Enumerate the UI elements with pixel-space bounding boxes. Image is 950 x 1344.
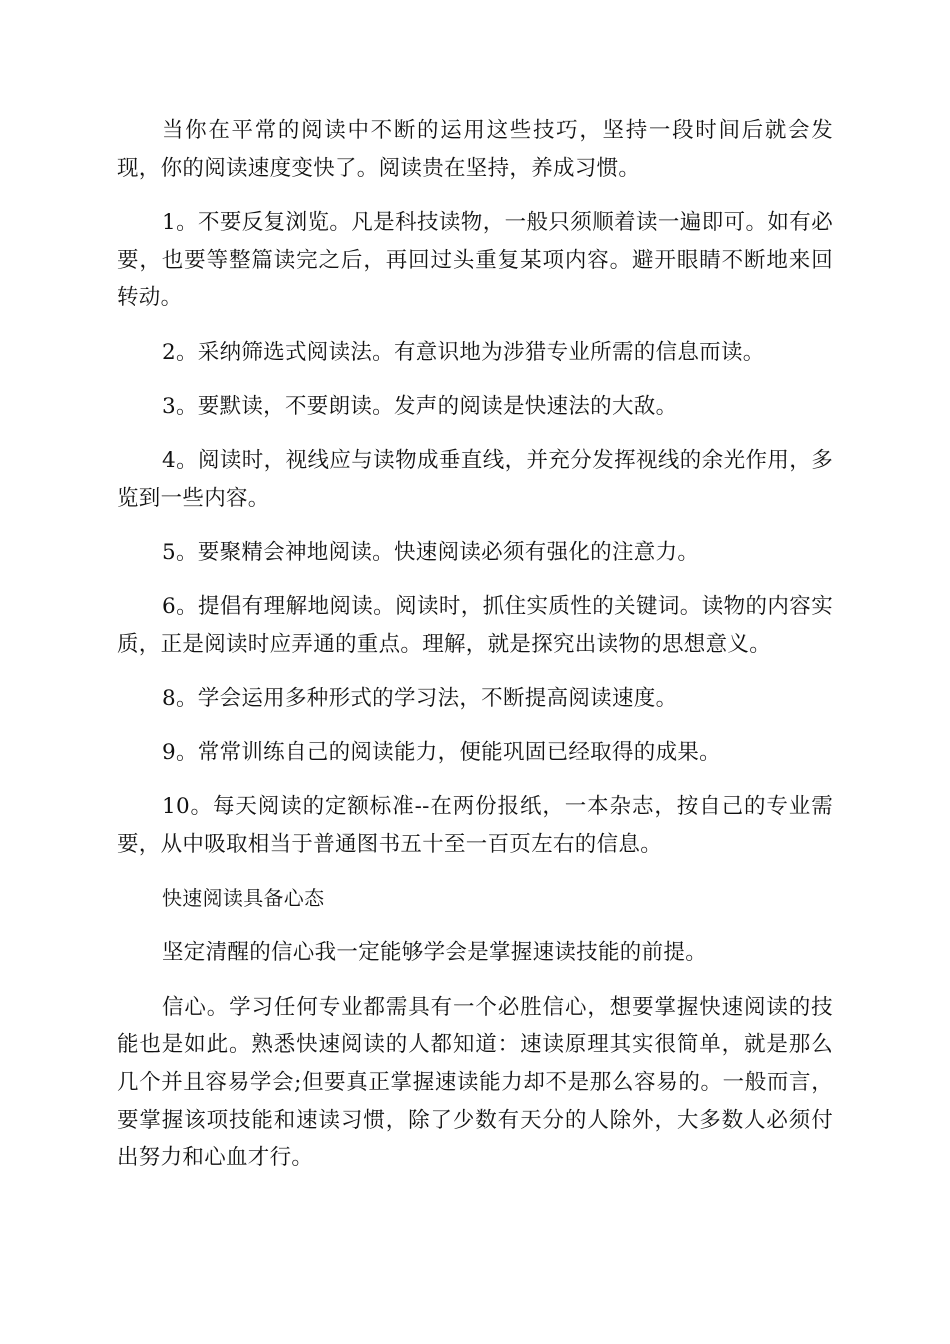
document-body [117,112,833,1194]
paragraph-confidence-intro: 坚定清醒的信心我一定能够学会是掌握速读技能的前提。 [162,940,708,966]
paragraph-tip-6: 6。提倡有理解地阅读。阅读时，抓住实质性的关键词。读物的内容实质，正是阅读时应弄通的重点。理解，就是探究出读物的思想意义。 [117,594,833,657]
paragraph-confidence: 信心。学习任何专业都需具有一个必胜信心，想要掌握快速阅读的技能也是如此。熟悉快速阅读的人都知道：速读原理其实很简单，就是那么几个并且容易学会;但要真正掌握速读能力却不是那么容易的。一般而言，要掌握该项技能和速读习惯，除了少数有天分的人除外，大多数人必须付出努力和心血才行。 [117,994,833,1171]
paragraph-tip-3: 3。要默读，不要朗读。发声的阅读是快速法的大敌。 [162,393,678,419]
paragraph-tip-4: 4。阅读时，视线应与读物成垂直线，并充分发挥视线的余光作用，多览到一些内容。 [117,447,833,511]
paragraph-tip-1: 1。不要反复浏览。凡是科技读物，一般只须顺着读一遍即可。如有必要，也要等整篇读完之后，再回过头重复某项内容。避开眼睛不断地来回转动。 [117,209,833,311]
section-heading: 快速阅读具备心态 [162,886,325,911]
paragraph-tip-10: 10。每天阅读的定额标准--在两份报纸，一本杂志，按自己的专业需要，从中吸取相当于普通图书五十至一百页左右的信息。 [117,794,833,858]
paragraph-tip-8: 8。学会运用多种形式的学习法，不断提高阅读速度。 [162,685,678,711]
paragraph-tip-5: 5。要聚精会神地阅读。快速阅读必须有强化的注意力。 [162,539,700,565]
paragraph-intro: 当你在平常的阅读中不断的运用这些技巧，坚持一段时间后就会发现，你的阅读速度变快了。阅读贵在坚持，养成习惯。 [117,118,833,181]
paragraph-tip-9: 9。常常训练自己的阅读能力，便能巩固已经取得的成果。 [162,740,721,766]
paragraph-tip-2: 2。采纳筛选式阅读法。有意识地为涉猎专业所需的信息而读。 [162,339,765,365]
